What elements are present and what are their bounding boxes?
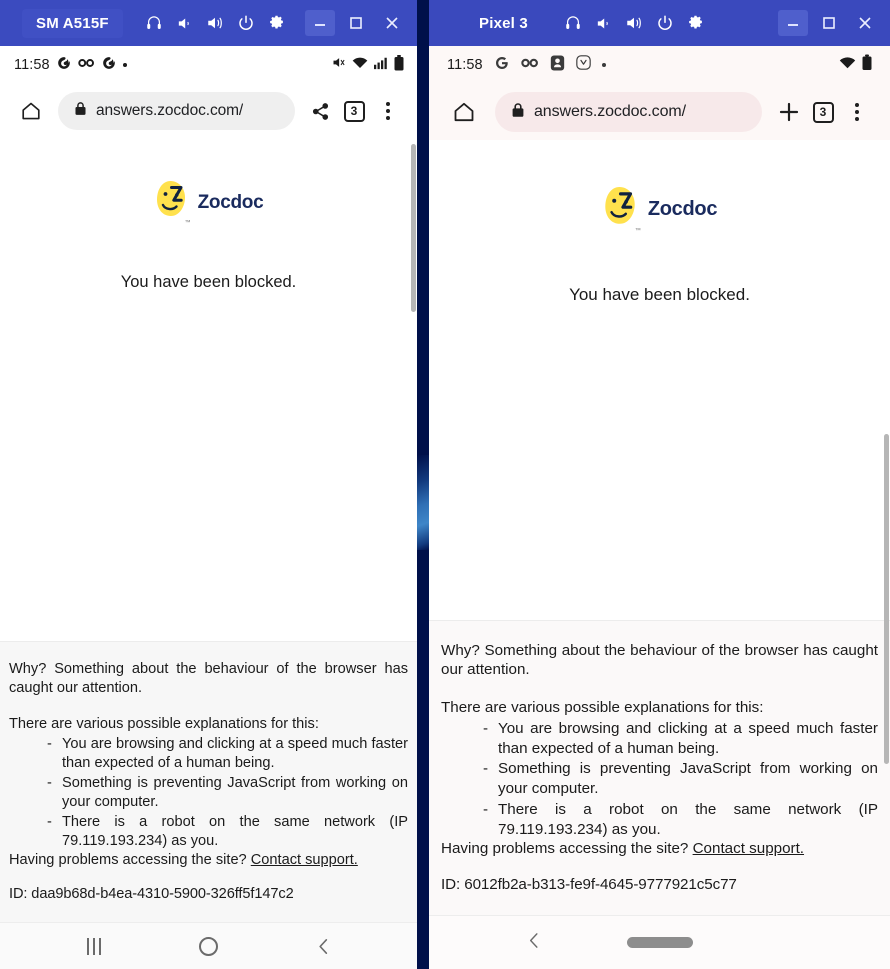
tab-count-label: 3 [344,101,365,122]
phone-screen-right [429,46,890,969]
help-paragraph [441,839,878,859]
app-icon [550,55,565,76]
address-bar[interactable] [495,92,762,132]
android-navbar-left [0,922,417,969]
zocdoc-logo-icon [154,180,191,226]
minimize-button[interactable] [778,10,808,36]
browser-toolbar-right [429,84,890,140]
statusbar-clock: 11:58 [14,57,50,73]
minimize-button[interactable] [305,10,335,36]
phone-screen-left [0,46,417,969]
explanations-intro: There are various possible explanations for this: [441,699,764,716]
web-page-right [429,140,890,915]
page-spacer [429,305,890,620]
reasons-list [9,735,408,851]
mute-icon [331,55,346,75]
dot-icon [123,63,127,67]
tab-count-label: 3 [813,102,834,123]
statusbar-left-group [447,55,606,76]
zocdoc-logo-icon [602,186,641,234]
contact-support-link[interactable]: Contact support. [692,840,805,858]
list-item: - There is a robot on the same network (IP 79.119.193.234) as you. [47,813,408,851]
lock-icon [74,101,87,121]
url-text: answers.zocdoc.com/ [534,103,686,120]
zocdoc-logo-block [0,138,417,225]
firefox-icon [57,56,71,75]
titlebar-icon-group-left [145,14,285,32]
wifi-icon [839,56,856,75]
why-paragraph: Why? Something about the behaviour of the browser has caught our attention. [441,641,878,679]
volume-high-icon[interactable] [625,14,643,32]
gear-icon[interactable] [268,15,285,32]
home-icon[interactable] [12,100,50,122]
android-statusbar-left [0,46,417,84]
help-paragraph [9,851,408,870]
lock-icon [511,102,525,123]
maximize-button[interactable] [341,10,371,36]
contact-support-link[interactable]: Contact support. [250,852,358,869]
statusbar-clock: 11:58 [447,57,483,73]
home-pill[interactable] [627,937,693,948]
volume-high-icon[interactable] [206,14,224,32]
device-window-left [0,0,417,969]
dot-icon [602,63,606,67]
list-item: - Something is preventing JavaScript from working on your computer. [47,774,408,812]
close-button[interactable] [377,10,407,36]
list-item: - Something is preventing JavaScript from working on your computer. [483,759,878,799]
device-window-right [429,0,890,969]
list-item: - You are browsing and clicking at a speed much faster than expected of a human being. [483,719,878,759]
google-icon [494,55,510,76]
window-title-right: Pixel 3 [479,14,528,32]
headphones-icon[interactable] [145,14,163,32]
volume-low-icon[interactable] [176,15,193,32]
wifi-icon [352,56,368,75]
explanation-section-right [429,620,890,916]
why-paragraph: Why? Something about the behaviour of the browser has caught our attention. [9,661,408,697]
recents-button[interactable] [64,923,124,969]
window-title-left: SM A515F [22,9,123,38]
divider-accent-highlight [417,455,429,550]
explanation-section-left [0,641,417,922]
address-bar[interactable] [58,92,295,130]
window-titlebar-left [0,0,417,46]
web-page-left [0,138,417,922]
kebab-menu-icon[interactable] [371,102,405,120]
reasons-list [441,719,878,840]
trademark-mark: ™ [634,228,641,234]
back-button[interactable] [294,923,354,969]
signal-icon [374,56,388,75]
url-text: answers.zocdoc.com/ [96,102,244,119]
tab-counter[interactable] [337,101,371,122]
help-text: Having problems accessing the site? [441,840,689,858]
infinity-icon [78,56,95,74]
titlebar-icon-group-right [564,14,704,32]
page-scrollbar[interactable] [411,144,416,312]
back-button[interactable] [526,931,542,955]
zocdoc-logo-block [429,140,890,233]
window-divider [417,0,429,969]
page-spacer [0,292,417,641]
clock-icon [576,55,591,75]
explanations-intro: There are various possible explanations for this: [9,716,319,733]
page-scrollbar[interactable] [884,434,889,764]
brand-name: Zocdoc [647,198,718,220]
kebab-menu-icon[interactable] [840,103,874,121]
firefox-icon [102,56,116,75]
list-item: - There is a robot on the same network (IP 79.119.193.234) as you. [483,800,878,840]
trademark-mark: ™ [184,220,191,226]
help-text: Having problems accessing the site? [9,852,247,869]
statusbar-left-group [14,56,127,75]
home-button[interactable] [179,923,239,969]
infinity-icon [521,56,539,74]
headphones-icon[interactable] [564,14,582,32]
plus-icon[interactable] [772,100,806,124]
share-icon[interactable] [303,102,337,121]
android-navbar-right [429,915,890,969]
power-icon[interactable] [237,14,255,32]
volume-low-icon[interactable] [595,15,612,32]
statusbar-right-group [839,54,872,76]
battery-icon [862,54,872,76]
browser-toolbar-left [0,84,417,138]
block-id: ID: daa9b68d-b4ea-4310-5900-326ff5f147c2 [9,886,294,902]
maximize-button[interactable] [814,10,844,36]
window-controls-right [778,0,880,46]
home-icon[interactable] [445,100,483,124]
blocked-headline: You have been blocked. [569,285,750,304]
gear-icon[interactable] [687,15,704,32]
brand-name: Zocdoc [197,191,264,213]
close-button[interactable] [850,10,880,36]
android-statusbar-right [429,46,890,84]
statusbar-right-group [331,55,404,76]
window-titlebar-right [429,0,890,46]
blocked-headline: You have been blocked. [120,273,297,291]
block-id: ID: 6012fb2a-b313-fe9f-4645-9777921c5c77 [441,876,737,893]
power-icon[interactable] [656,14,674,32]
list-item: - You are browsing and clicking at a speed much faster than expected of a human being. [47,735,408,773]
window-controls-left [305,0,407,46]
battery-icon [394,55,404,76]
tab-counter[interactable] [806,102,840,123]
